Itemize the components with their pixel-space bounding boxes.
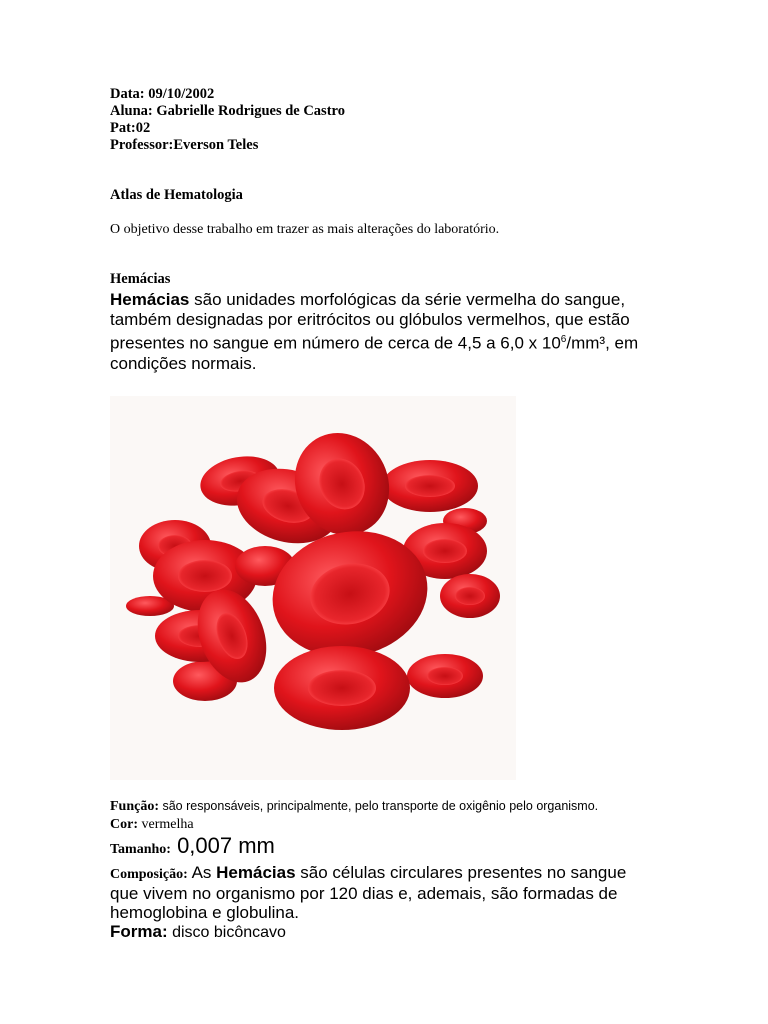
properties-list (110, 798, 710, 942)
red-blood-cells-image (110, 396, 516, 780)
cor-row (110, 815, 710, 833)
forma-label: Forma: (110, 922, 168, 941)
funcao-value: são responsáveis, principalmente, pelo transporte de oxigênio pelo organismo. (159, 799, 599, 813)
funcao-row (110, 798, 710, 815)
intro-line-1-text: são unidades morfológicas da série vermelha do sangue, (189, 290, 626, 309)
intro-line-4: condições normais. (110, 353, 257, 373)
cor-label: Cor: (110, 817, 138, 832)
composicao-line-1 (110, 863, 710, 884)
intro-line-2: também designadas por eritrócitos ou glóbulos vermelhos, que estão (110, 310, 630, 329)
section-heading: Hemácias (110, 271, 171, 287)
intro-term: Hemácias (110, 290, 190, 309)
composicao-line-3: hemoglobina e globulina. (110, 903, 300, 922)
student-line: Aluna: Gabrielle Rodrigues de Castro (110, 103, 345, 119)
document-title: Atlas de Hematologia (110, 187, 243, 203)
tamanho-label: Tamanho: (110, 842, 171, 857)
forma-row (110, 922, 710, 942)
date-line: Data: 09/10/2002 (110, 86, 215, 102)
composicao-line-1-text: são células circulares presentes no sangue (295, 863, 627, 882)
tamanho-row (110, 833, 710, 863)
intro-paragraph (110, 290, 690, 374)
composicao-label: Composição: (110, 867, 188, 882)
intro-line-3-end: /mm³, em (566, 333, 639, 353)
intro-exponent: 6 (560, 334, 567, 345)
pat-line: Pat:02 (110, 120, 151, 136)
tamanho-value: 0,007 mm (170, 833, 275, 858)
objective-text: O objetivo desse trabalho em trazer as mais alterações do laboratório. (110, 222, 500, 237)
forma-value: disco bicôncavo (167, 924, 286, 941)
composicao-term: Hemácias (216, 863, 296, 882)
composicao-as: As (187, 863, 217, 882)
intro-line-1 (110, 290, 690, 310)
funcao-label: Função: (110, 799, 159, 814)
cor-value: vermelha (138, 817, 194, 832)
intro-line-3-text: presentes no sangue em número de cerca de 4,5 a 6,0 x 10 (110, 333, 561, 353)
professor-line: Professor:Everson Teles (110, 137, 259, 153)
composicao-block (110, 863, 710, 922)
intro-line-3 (110, 330, 690, 354)
red-blood-cells-illustration (110, 396, 516, 780)
header-block (110, 86, 345, 154)
composicao-line-2: que vivem no organismo por 120 dias e, ademais, são formadas de (110, 884, 618, 903)
